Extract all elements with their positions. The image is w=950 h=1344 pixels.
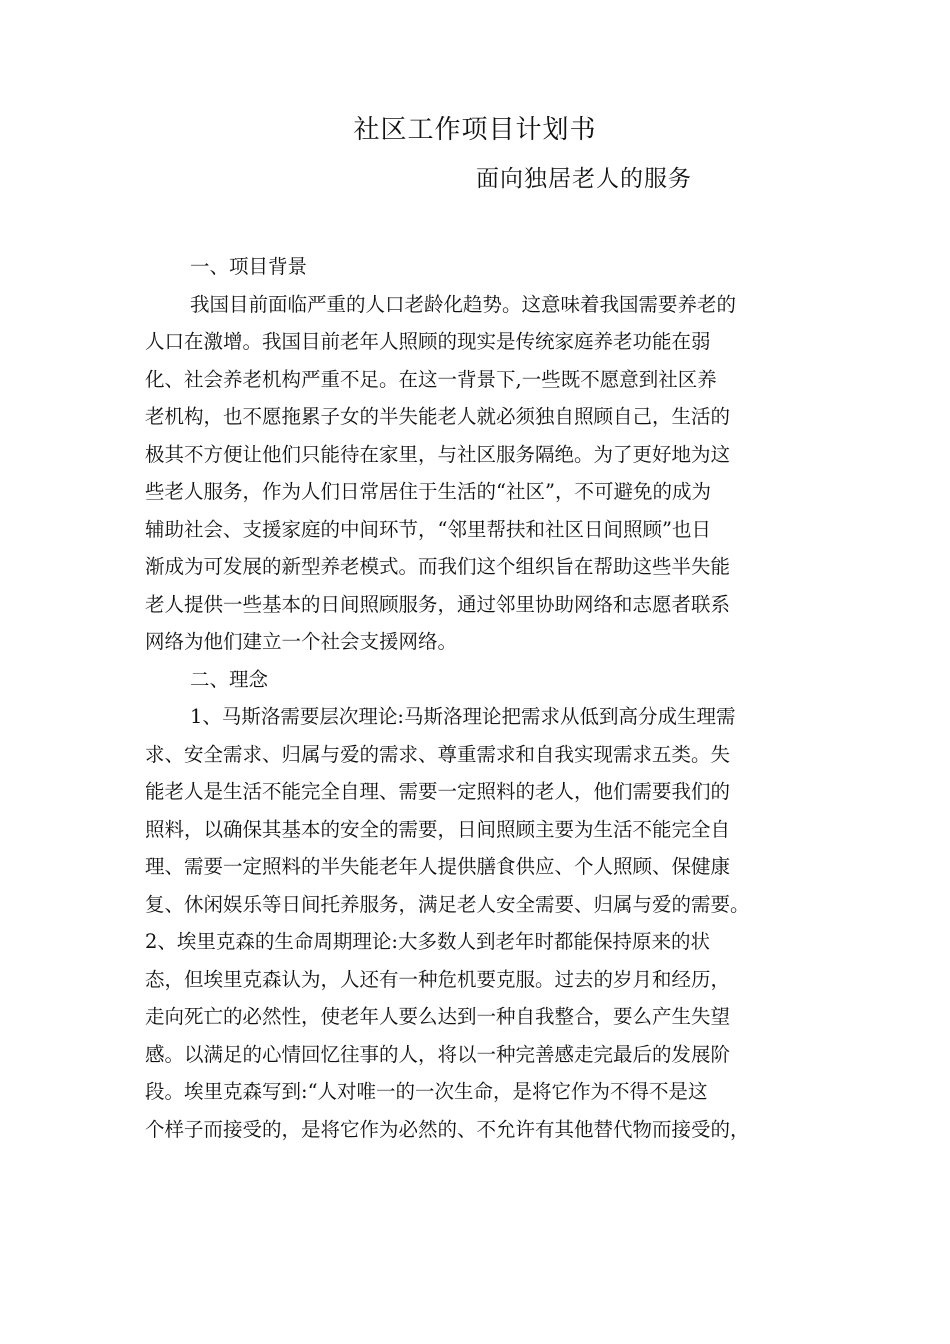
body-line: 感。以满足的心情回忆往事的人，将以一种完善感走完最后的发展阶 [145,1042,731,1066]
body-line: 理、需要一定照料的半失能老年人提供膳食供应、个人照顾、保健康 [145,855,731,878]
body-line: 个样子而接受的，是将它作为必然的、不允许有其他替代物而接受的， [145,1117,750,1141]
body-line: 求、安全需求、归属与爱的需求、尊重需求和自我实现需求五类。失 [145,742,731,766]
body-line: 极其不方便让他们只能待在家里，与社区服务隔绝。为了更好地为这 [145,442,731,466]
body-line: 复、休闲娱乐等日间托养服务，满足老人安全需要、归属与爱的需要。 [145,892,750,916]
body-line: 人口在激增。我国目前老年人照顾的现实是传统家庭养老功能在弱 [145,330,711,353]
body-line: 渐成为可发展的新型养老模式。而我们这个组织旨在帮助这些半失能 [145,555,731,578]
body-line: 态，但埃里克森认为，人还有一种危机要克服。过去的岁月和经历， [145,967,731,991]
body-line: 网络为他们建立一个社会支援网络。 [145,630,458,653]
paragraph-first-line: 1、马斯洛需要层次理论:马斯洛理论把需求从低到高分成生理需 [190,705,736,728]
section-heading: 一、项目背景 [190,255,308,278]
body-line: 走向死亡的必然性，使老年人要么达到一种自我整合，要么产生失望 [145,1005,731,1028]
body-line: 老机构，也不愿拖累子女的半失能老人就必须独自照顾自己，生活的 [145,405,731,428]
section-heading: 二、理念 [190,667,269,691]
body-line: 些老人服务，作为人们日常居住于生活的“社区”，不可避免的成为 [145,480,711,503]
body-line: 照料，以确保其基本的安全的需要，日间照顾主要为生活不能完全自 [145,817,731,841]
body-line: 化、社会养老机构严重不足。在这一背景下,一些既不愿意到社区养 [145,367,717,391]
body-line: 2、埃里克森的生命周期理论:大多数人到老年时都能保持原来的状 [145,930,710,953]
body-line: 段。埃里克森写到:“人对唯一的一次生命，是将它作为不得不是这 [145,1080,708,1103]
body-line: 老人提供一些基本的日间照顾服务，通过邻里协助网络和志愿者联系 [145,592,731,616]
body-line: 能老人是生活不能完全自理、需要一定照料的老人，他们需要我们的 [145,780,731,803]
body-line: 辅助社会、支援家庭的中间环节，“邻里帮扶和社区日间照顾”也日 [145,517,711,541]
paragraph-first-line: 我国目前面临严重的人口老龄化趋势。这意味着我国需要养老的 [190,292,737,316]
document-subtitle: 面向独居老人的服务 [476,166,692,192]
document-body [145,248,807,1148]
document-title: 社区工作项目计划书 [353,115,597,145]
